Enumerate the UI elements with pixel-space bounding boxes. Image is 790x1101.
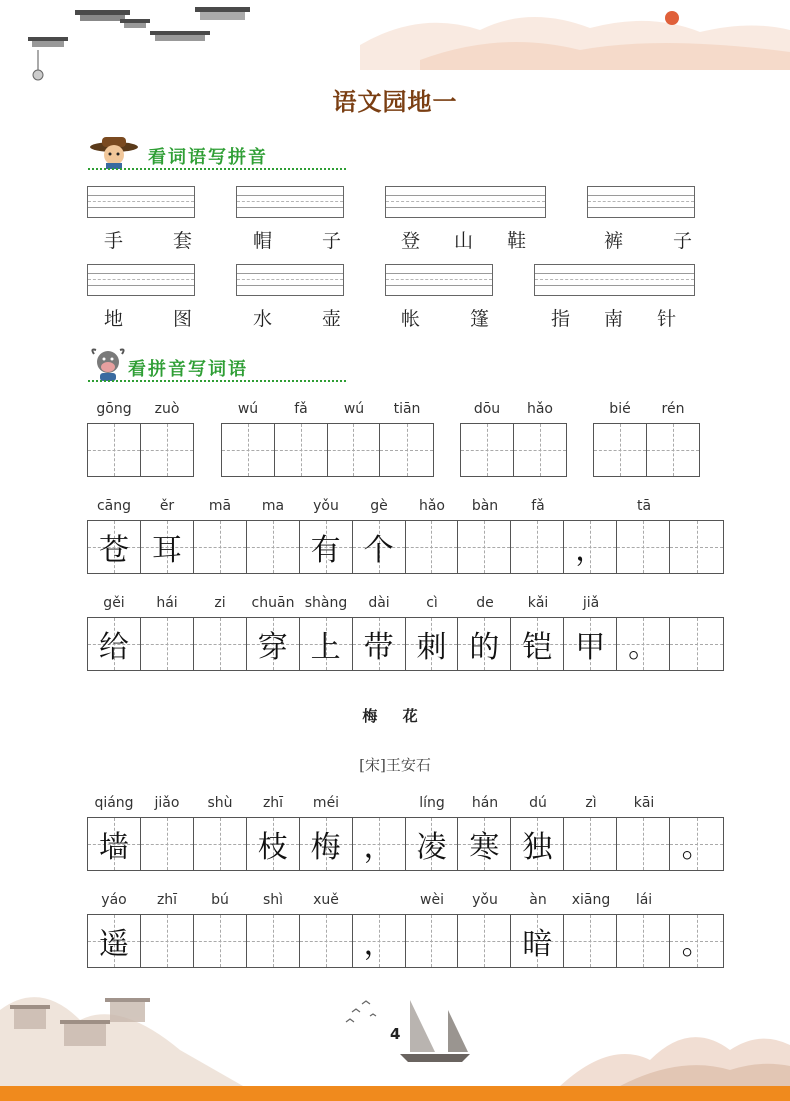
grid-cell[interactable] [406, 521, 459, 573]
pinyin-label: bàn [471, 498, 499, 514]
grid-char: ， [363, 830, 394, 865]
grid-cell[interactable] [328, 424, 381, 476]
pinyin-label: yǒu [472, 892, 498, 908]
pinyin-label: zuò [154, 401, 180, 417]
grid-cell[interactable] [461, 424, 514, 476]
grid-char: 铠 [522, 630, 553, 665]
cartoon-ox-icon [88, 346, 128, 382]
pinyin-label: méi [312, 795, 340, 811]
grid-cell[interactable] [88, 618, 141, 670]
grid-cell[interactable] [247, 521, 300, 573]
grid-char: 遥 [98, 927, 129, 962]
grid-cell[interactable] [511, 915, 564, 967]
grid-cell[interactable] [141, 424, 194, 476]
word-label: 地 图 [104, 308, 215, 330]
pinyin-label: tiān [393, 401, 421, 417]
pinyin-label: bú [211, 892, 229, 908]
pinyin-label: tā [636, 498, 652, 514]
sentence-grid[interactable] [87, 817, 724, 871]
grid-char: 有 [310, 533, 341, 568]
pinyin-label: cāng [96, 498, 132, 514]
grid-cell[interactable] [647, 424, 700, 476]
pinyin-label: hán [471, 795, 499, 811]
grid-cell[interactable] [458, 915, 511, 967]
pinyin-label: gè [370, 498, 388, 514]
grid-char: 梅 [310, 830, 341, 865]
section-title-write-words: 看拼音写词语 [128, 359, 248, 380]
word-label: 帐 篷 [401, 308, 512, 330]
pinyin-label: fǎ [294, 401, 308, 417]
pinyin-label: ěr [159, 498, 175, 514]
grid-cell[interactable] [617, 521, 670, 573]
grid-cell[interactable] [670, 818, 723, 870]
grid-cell[interactable] [564, 915, 617, 967]
pinyin-label: jiǎ [582, 595, 600, 611]
grid-char: 穿 [257, 630, 288, 665]
grid-cell[interactable] [88, 521, 141, 573]
pinyin-label: gōng [96, 401, 132, 417]
grid-cell[interactable] [300, 521, 353, 573]
word-label: 登 山 鞋 [401, 230, 541, 252]
pinyin-label: jiǎo [154, 795, 180, 811]
grid-cell[interactable] [617, 618, 670, 670]
pinyin-label: bié [609, 401, 631, 417]
pinyin-label: qiáng [94, 795, 134, 811]
pinyin-label: wú [343, 401, 365, 417]
pinyin-label: cì [426, 595, 438, 611]
pinyin-answer-box[interactable] [385, 186, 546, 218]
grid-cell[interactable] [300, 618, 353, 670]
village-decoration [0, 950, 250, 1090]
section-underline [88, 166, 348, 172]
grid-cell[interactable] [194, 818, 247, 870]
grid-cell[interactable] [458, 818, 511, 870]
grid-char: 个 [363, 533, 394, 568]
grid-cell[interactable] [458, 521, 511, 573]
grid-char: 给 [98, 630, 129, 665]
grid-cell[interactable] [275, 424, 328, 476]
grid-char: 刺 [416, 630, 447, 665]
grid-char: 带 [363, 630, 394, 665]
pinyin-label: dōu [473, 401, 501, 417]
grid-cell[interactable] [247, 915, 300, 967]
pinyin-label: zi [214, 595, 226, 611]
grid-cell[interactable] [670, 915, 723, 967]
grid-cell[interactable] [670, 521, 723, 573]
word-label: 裤 子 [604, 230, 715, 252]
pinyin-answer-box[interactable] [534, 264, 695, 296]
grid-cell[interactable] [194, 521, 247, 573]
word-grid[interactable] [221, 423, 434, 477]
pinyin-label: dú [529, 795, 547, 811]
grid-cell[interactable] [380, 424, 433, 476]
sentence-grid[interactable] [87, 520, 724, 574]
pinyin-label: rén [661, 401, 685, 417]
poem-author: [宋]王安石 [359, 756, 431, 774]
word-label: 手 套 [104, 230, 215, 252]
pinyin-label: lái [635, 892, 653, 908]
pinyin-label: gěi [103, 595, 125, 611]
grid-cell[interactable] [617, 818, 670, 870]
grid-cell[interactable] [300, 818, 353, 870]
grid-char: 上 [310, 630, 341, 665]
bottom-bar [0, 1086, 790, 1101]
pinyin-label: wú [237, 401, 259, 417]
word-label: 水 壶 [253, 308, 364, 330]
grid-cell[interactable] [617, 915, 670, 967]
sentence-grid[interactable] [87, 617, 724, 671]
grid-cell[interactable] [564, 521, 617, 573]
grid-char: 。 [681, 830, 712, 865]
grid-cell[interactable] [406, 818, 459, 870]
grid-char: 耳 [151, 533, 182, 568]
pinyin-label: fǎ [531, 498, 545, 514]
word-label: 指 南 针 [551, 308, 691, 330]
grid-cell[interactable] [594, 424, 647, 476]
pinyin-label: hái [156, 595, 178, 611]
grid-cell[interactable] [406, 618, 459, 670]
grid-char: 。 [681, 927, 712, 962]
pinyin-answer-box[interactable] [587, 186, 695, 218]
pinyin-label: kāi [633, 795, 655, 811]
pinyin-label: yǒu [313, 498, 339, 514]
pinyin-label: wèi [420, 892, 444, 908]
grid-cell[interactable] [511, 818, 564, 870]
grid-char: ， [363, 927, 394, 962]
poem-title: 梅 花 [362, 707, 428, 725]
grid-cell[interactable] [300, 915, 353, 967]
word-label: 帽 子 [253, 230, 364, 252]
grid-cell[interactable] [141, 818, 194, 870]
grid-cell[interactable] [564, 618, 617, 670]
grid-char: 墙 [98, 830, 129, 865]
page-title: 语文园地一 [332, 87, 458, 116]
pinyin-label: shàng [304, 595, 348, 611]
pinyin-label: líng [419, 795, 445, 811]
mountain-decoration [360, 0, 790, 70]
pinyin-label: hǎo [418, 498, 446, 514]
pinyin-label: zhī [262, 795, 284, 811]
grid-cell[interactable] [353, 915, 406, 967]
grid-cell[interactable] [194, 618, 247, 670]
pinyin-answer-box[interactable] [385, 264, 493, 296]
pinyin-label: xuě [313, 892, 339, 908]
grid-cell[interactable] [141, 618, 194, 670]
cartoon-boy-icon [88, 133, 140, 169]
grid-char: 的 [469, 630, 500, 665]
pinyin-label: chuān [251, 595, 295, 611]
grid-cell[interactable] [247, 818, 300, 870]
pinyin-label: zhī [156, 892, 178, 908]
grid-char: 寒 [469, 830, 500, 865]
grid-cell[interactable] [514, 424, 567, 476]
word-grid[interactable] [460, 423, 567, 477]
pinyin-label: zì [585, 795, 597, 811]
section-title-write-pinyin: 看词语写拼音 [148, 147, 268, 168]
grid-cell[interactable] [511, 618, 564, 670]
pinyin-label: yáo [101, 892, 127, 908]
pinyin-answer-box[interactable] [87, 264, 195, 296]
pinyin-label: xiāng [571, 892, 611, 908]
pinyin-label: shù [207, 795, 233, 811]
grid-cell[interactable] [353, 818, 406, 870]
grid-char: 苍 [98, 533, 129, 568]
grid-cell[interactable] [88, 424, 141, 476]
grid-cell[interactable] [88, 818, 141, 870]
section-underline [88, 378, 348, 384]
grid-char: 暗 [522, 927, 553, 962]
grid-cell[interactable] [511, 521, 564, 573]
grid-cell[interactable] [564, 818, 617, 870]
grid-char: 独 [522, 830, 553, 865]
grid-cell[interactable] [458, 618, 511, 670]
grid-cell[interactable] [247, 618, 300, 670]
pinyin-answer-box[interactable] [87, 186, 195, 218]
grid-cell[interactable] [222, 424, 275, 476]
grid-char: 枝 [257, 830, 288, 865]
pinyin-label: ma [261, 498, 285, 514]
pinyin-label: hǎo [526, 401, 554, 417]
grid-char: 。 [628, 630, 659, 665]
pinyin-label: dài [368, 595, 390, 611]
pinyin-label: àn [529, 892, 547, 908]
grid-char: ， [575, 533, 606, 568]
grid-char: 甲 [575, 630, 606, 665]
pinyin-label: shì [262, 892, 284, 908]
page-number: 4 [390, 1025, 401, 1043]
grid-cell[interactable] [406, 915, 459, 967]
pinyin-answer-box[interactable] [236, 264, 344, 296]
pinyin-label: mā [208, 498, 232, 514]
pinyin-answer-box[interactable] [236, 186, 344, 218]
grid-cell[interactable] [141, 521, 194, 573]
grid-char: 凌 [416, 830, 447, 865]
grid-cell[interactable] [353, 521, 406, 573]
boat-and-birds-decoration [340, 990, 480, 1070]
grid-cell[interactable] [353, 618, 406, 670]
pinyin-label: de [476, 595, 494, 611]
mountain-decoration [560, 1000, 790, 1086]
word-grid[interactable] [593, 423, 700, 477]
word-grid[interactable] [87, 423, 194, 477]
grid-cell[interactable] [670, 618, 723, 670]
pinyin-label: kǎi [527, 595, 549, 611]
